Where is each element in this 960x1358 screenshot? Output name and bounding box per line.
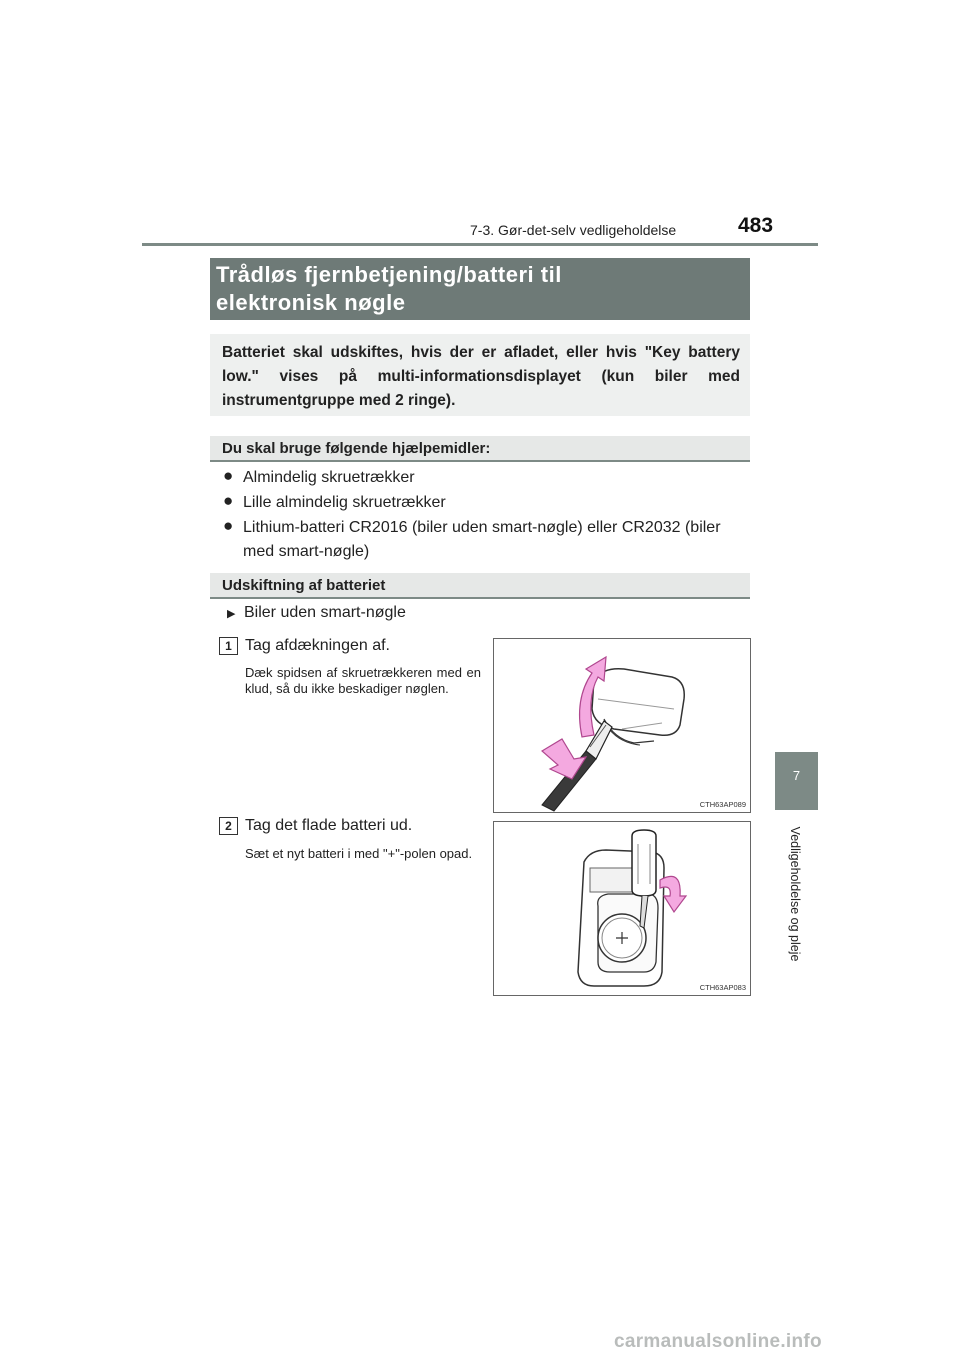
- illustration-remove-cover: [493, 638, 751, 813]
- bullet-icon: ●: [223, 491, 234, 510]
- watermark: carmanualsonline.info: [614, 1331, 822, 1352]
- tools-heading: Du skal bruge følgende hjælpemidler:: [222, 440, 491, 457]
- bullet-icon: ●: [223, 466, 234, 485]
- tool-item: Lithium-batteri CR2016 (biler uden smart-nøgle) eller CR2032 (biler: [243, 519, 721, 536]
- intro-text: Batteriet skal udskiftes, hvis der er afladet, eller hvis "Key battery low." vises på multi-informationsdisplayet (kun biler med instrumentgruppe med 2 ringe).: [222, 344, 740, 409]
- replacement-heading: Udskiftning af batteriet: [222, 577, 386, 594]
- chapter-number: 7: [792, 768, 801, 783]
- page-title: [216, 261, 746, 317]
- step-instruction: Tag det flade batteri ud.: [245, 817, 413, 834]
- step-number-badge: 1: [219, 637, 238, 655]
- triangle-arrow-icon: ▶: [227, 608, 236, 620]
- step-number-badge: 2: [219, 817, 238, 835]
- tool-item-continued: med smart-nøgle): [243, 543, 370, 560]
- step-note: Sæt et nyt batteri i med "+"-polen opad.: [245, 846, 473, 861]
- section-title: 7-3. Gør-det-selv vedligeholdelse: [470, 222, 677, 238]
- tool-item: Almindelig skruetrækker: [243, 469, 415, 486]
- step-note: Dæk spidsen af skruetrækkeren med en klud, så du ikke beskadiger nøglen.: [245, 665, 481, 696]
- bullet-icon: ●: [223, 516, 234, 535]
- key-screwdriver-drawing: [494, 639, 750, 812]
- header-divider: [142, 243, 818, 246]
- tool-item: Lille almindelig skruetrækker: [243, 494, 446, 511]
- image-code: CTH63AP089: [699, 800, 746, 809]
- title-line-1: Trådløs fjernbetjening/batteri til: [216, 262, 562, 287]
- page-number: 483: [738, 214, 774, 237]
- variant-label: Biler uden smart-nøgle: [244, 604, 406, 621]
- battery-removal-drawing: [494, 822, 750, 995]
- chapter-label: Vedligeholdelse og pleje: [788, 826, 802, 962]
- title-line-2: elektronisk nøgle: [216, 290, 406, 315]
- image-code: CTH63AP083: [699, 983, 746, 992]
- illustration-remove-battery: [493, 821, 751, 996]
- step-instruction: Tag afdækningen af.: [245, 637, 390, 654]
